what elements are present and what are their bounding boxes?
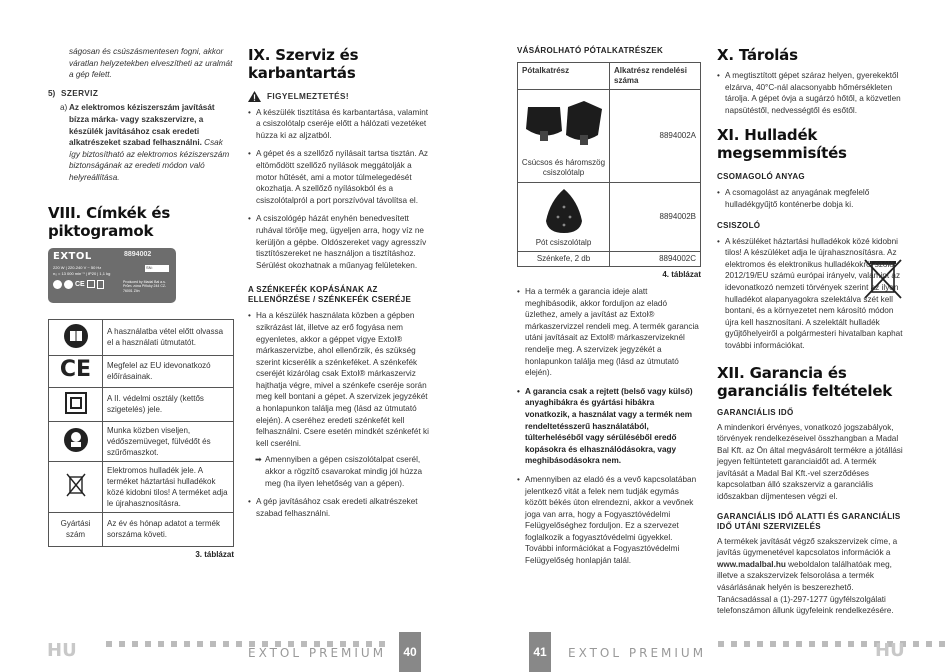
language-code: HU: [47, 640, 77, 661]
item-5-number: 5): [48, 88, 56, 98]
section-9-title: IX. Szerviz és karbantartás: [248, 46, 359, 82]
table-row: [518, 90, 701, 183]
product-label: [48, 248, 176, 303]
symbol-description: Munka közben viseljen, védőszemüveget, fülvédőt és szűrőmaszkot.: [103, 421, 234, 461]
item-5a: [48, 102, 234, 183]
warranty-notes: [517, 286, 701, 567]
table-row: [518, 183, 701, 252]
intro-text: ságosan és csúszásmentesen fogni, akkor váratlan helyzetekben elveszítheti az uralmát a gép felett.: [69, 47, 233, 80]
storage-list: [717, 70, 903, 116]
carbon-brush-title: A SZÉNKEFÉK KOPÁSÁNAK AZ ELLENŐRZÉSE / SZÉNKEFÉK CSERÉJE: [248, 285, 412, 305]
table-row: [49, 319, 234, 355]
section-12-title: XII. Garancia és garanciális feltételek: [717, 363, 893, 400]
symbol-description: A II. védelmi osztály (kettős szigetelés) jele.: [103, 387, 234, 421]
bin-icon: [97, 280, 104, 289]
ce-icon: CE: [75, 280, 85, 288]
warning-label: FIGYELMEZTETÉS!: [267, 92, 349, 101]
sanding-pads-image: [524, 101, 604, 153]
read-manual-icon: [49, 319, 103, 355]
goggles-icon: [64, 280, 73, 289]
label-brand: EXTOL: [53, 250, 92, 262]
maintenance-list: [248, 107, 432, 272]
page-number: 40: [399, 632, 421, 672]
table-3-caption: 3. táblázat: [195, 549, 234, 559]
parts-title: VÁSÁROLHATÓ PÓTALKATRÉSZEK: [517, 46, 664, 55]
table-row: [49, 355, 234, 387]
parts-header-name: Pótalkatrész: [518, 63, 610, 90]
part-code: 8894002A: [610, 90, 701, 183]
parts-cell-name: [518, 183, 610, 252]
label-code: 8894002: [124, 250, 152, 258]
warranty-period-text: A mindenkori érvényes, vonatkozó jogszabályok, törvények rendelkezéseivel összhangban a Madal Bal Kft. az Ön által megvásárolt termékre a jótállási jegyen feltüntetett garanciaidőt ad. A termék javítását a Madal Bal Kft.-vel szerződéses kapcsolatban álló szakszerviz a garanciális időszakban díjmentesen végzi el.: [717, 422, 903, 502]
arrow-right-icon: ➡: [255, 455, 262, 465]
final-list: [248, 496, 432, 519]
service-title: GARANCIÁLIS IDŐ ALATTI ÉS GARANCIÁLIS IDŐ UTÁNI SZERVIZELÉS: [717, 511, 901, 531]
list-item: • A gép javításához csak eredeti alkatrészeket szabad felhasználni.: [248, 496, 432, 519]
symbol-label: Gyártási szám: [49, 512, 103, 546]
table-row: [49, 387, 234, 421]
grinder-title: CSISZOLÓ: [717, 220, 761, 230]
label-producer: Produced by Madal Bal a.s. Prům. zóna Příluky 244 CZ-76001 Zlín: [123, 279, 167, 293]
footer-dots: [718, 641, 950, 647]
item-5a-letter: a): [60, 103, 68, 113]
table-row: [49, 512, 234, 546]
right-page: [475, 0, 950, 672]
section-8-title: VIII. Címkék és piktogramok: [48, 203, 171, 240]
item-5a-bold: Az elektromos kéziszerszám javítását bízza márka- vagy szakszervizre, a készülék javításához csak eredeti alkatrészeket szabad felhasználni.: [69, 103, 215, 148]
part-name: Pót csiszolótalp: [535, 238, 592, 247]
symbol-description: Elektromos hulladék jele. A terméket háztartási hulladékok közé kidobni tilos! A terméket adja le újrahasznosításra.: [103, 461, 234, 512]
list-item: • A készülék tisztítása és karbantartása, valamint a csiszolótalp cseréje előtt a hálózati vezetéket húzza ki az aljzatból.: [248, 107, 432, 142]
item-5a-italic: Csak így biztosítható az elektromos kéziszerszám biztonságának az eredeti módon való helyreállítása.: [69, 138, 230, 182]
right-right-column: [717, 46, 903, 617]
footer-brand: EXTOL PREMIUM: [248, 646, 387, 660]
service-text: A termékek javítását végző szakszervizek címe, a javítás ügymenetével kapcsolatos információk a www.madalbal.hu weboldalon találhatóak meg, illetve a szakszervizek felsorolása a termék vásárlásának helyén is beszerezhető. Tanácsadással a (1)-297-1277 ügyfélszolgálati telefonszámon állunk ügyfeleink rendelkezésére.: [717, 536, 898, 616]
page-number: 41: [529, 632, 551, 672]
symbol-description: Az év és hónap adatot a termék sorszáma követi.: [103, 512, 234, 546]
manual-icon: [53, 280, 62, 289]
protective-gear-icon: [49, 421, 103, 461]
list-item: • Ha a készülék használata közben a gépben szikrázást lát, illetve az erő fogyása nem egyenletes, akkor a géppet vigye Extol® márkaszervizbe, ahol ellenőrzik, és szükség szerint kicserélik a szénkeféket. A szénkefék cseréjét kizárólag csak Extol® márkaszerviz hajthatja végre, mivel a szénkefe cseréje során meg kell bontani a gépet. A szervizek jegyzékét a honlapunkon találja meg (lásd az útmutató elején). A cseréhez eredeti szénkefét kell felhasználni. Csere esetén mindkét szénkefét ki kell cserélni.: [248, 310, 432, 449]
table-row: [518, 252, 701, 267]
label-icons: [53, 280, 104, 289]
middle-column: [248, 46, 432, 519]
right-left-column: [517, 46, 701, 567]
list-item: • Ha a termék a garancia ideje alatt meghibásodik, akkor forduljon az eladó üzlethez, amely a javítást az Extol® márkaszervizzel rendeli meg. A termék garancia utáni javításait az Extol® márkaszervizeknél rendelje meg. A szervizek jegyzékét a honlapunkon találja meg (lásd az útmutató elején).: [517, 286, 701, 379]
replacement-pad-image: [544, 187, 584, 235]
list-item: • Amennyiben az eladó és a vevő kapcsolatában jelentkező vitát a felek nem tudják egymás között békés úton elrendezni, akkor a vevőnek joga van arra, hogy a Fogyasztóvédelmi Felügyelőséghez forduljon. Ez a szervezet foglalkozik a fogyasztóvédelmi ügyekkel. További információkat a Fogyasztóvédelmi Felügyelőség honlapján talál.: [517, 474, 701, 567]
label-spec-1: 220 W | 220-240 V ~ 50 Hz: [53, 264, 102, 270]
part-name: Csúcsos és háromszög csiszolótalp: [521, 158, 606, 177]
insulation-icon: [87, 280, 95, 288]
parts-cell-name: [518, 90, 610, 183]
ce-mark-icon: CE: [49, 355, 103, 387]
part-code: 8894002C: [610, 252, 701, 267]
item-5-title: SZERVIZ: [61, 88, 99, 98]
warranty-period-title: GARANCIÁLIS IDŐ: [717, 407, 794, 417]
warning-icon: [248, 91, 261, 102]
arrow-note: [248, 454, 432, 489]
packaging-list: [717, 187, 903, 210]
table-row: [49, 421, 234, 461]
grinder-list: [717, 236, 903, 352]
parts-header-code: Alkatrész rendelési száma: [610, 63, 701, 90]
warning-heading: [248, 91, 432, 103]
item-5-heading: [48, 88, 234, 100]
list-item: • A készüléket háztartási hulladékok közé kidobni tilos! A készüléket adja le újrahasznosításra. Az elektromos és elektronikus hulladékokról szóló 2012/19/EU számú európai irányelv, valamint az idevonatkozó nemzeti törvények szerint az ilyen hulladékot alapanyagokra szelektálva szét kell bontani, és a környezetet nem károsító módon újra kell hasznosítani. A szelektált hulladék gyűjtőhelyeiről a polgármesteri hivatalban kaphat további információkat.: [717, 236, 903, 352]
packaging-title: CSOMAGOLÓ ANYAG: [717, 172, 805, 182]
double-insulation-icon: [49, 387, 103, 421]
list-item: • A garancia csak a rejtett (belső vagy külső) anyaghibákra és gyártási hibákra vonatkozik, a használat vagy a termék nem rendeltetésszerű használatából, túlterheléséből vagy sérüléséből eredő kopásokra és elhasználódásokra, vagy meghibásodásokra nem.: [517, 386, 701, 467]
list-item: • A gépet és a szellőző nyílásait tartsa tisztán. Az eltömődött szellőző nyílások meggátolják a motor hűtését, ami a motor túlmelegedését okozhatja. A szellőző nyílásokból és a csiszolótalpról a port porszívóval távolítsa el.: [248, 148, 432, 206]
symbol-description: Megfelel az EU idevonatkozó előírásainak.: [103, 355, 234, 387]
part-code: 8894002B: [610, 183, 701, 252]
table-4-caption: 4. táblázat: [662, 270, 701, 279]
table-row: [49, 461, 234, 512]
list-item: • A megtisztított gépet száraz helyen, gyerekektől elzárva, 40°C-nál alacsonyabb hőmérsékleten tárolja. A gépet óvja a sugárzó hőtől, a közvetlen napsütéstől, nedvességtől és esőtől.: [717, 70, 903, 116]
grinder-block: [717, 236, 903, 352]
language-code: HU: [875, 640, 905, 661]
symbols-table: [48, 319, 234, 547]
weee-bin-icon: [49, 461, 103, 512]
label-spec-2: n₀ = 13 000 min⁻¹ | IP20 | 1,1 kg: [53, 270, 111, 276]
list-item: • A csomagolást az anyagának megfelelő hulladékgyűjtő konténerbe dobja ki.: [717, 187, 903, 210]
symbol-description: A használatba vétel előtt olvassa el a használati útmutatót.: [103, 319, 234, 355]
carbon-brush-list: [248, 310, 432, 449]
section-11-title: XI. Hulladék megsemmisítés: [717, 126, 847, 163]
part-name: Szénkefe, 2 db: [518, 252, 610, 267]
left-column: [48, 46, 234, 559]
list-item: • A csiszológép házát enyhén benedvesített ruhával törölje meg, ügyeljen arra, hogy víz ne kerüljön a gépbe. Oldószereket vagy agresszív tisztítószereket ne használjon a tisztításhoz. Sérülést okozhatnak a műanyag felületeken.: [248, 213, 432, 271]
section-10-title: X. Tárolás: [717, 46, 798, 64]
parts-table: [517, 62, 701, 267]
website-link[interactable]: www.madalbal.hu: [717, 559, 786, 569]
label-sn: SN:: [145, 265, 169, 272]
arrow-note-text: Amennyiben a gépen csiszolótalpat cserél, akkor a rögzítő csavarokat mindig jól húzza meg (ha ilyen lehetőség van a gépen).: [265, 455, 423, 488]
footer-brand: EXTOL PREMIUM: [568, 646, 707, 660]
